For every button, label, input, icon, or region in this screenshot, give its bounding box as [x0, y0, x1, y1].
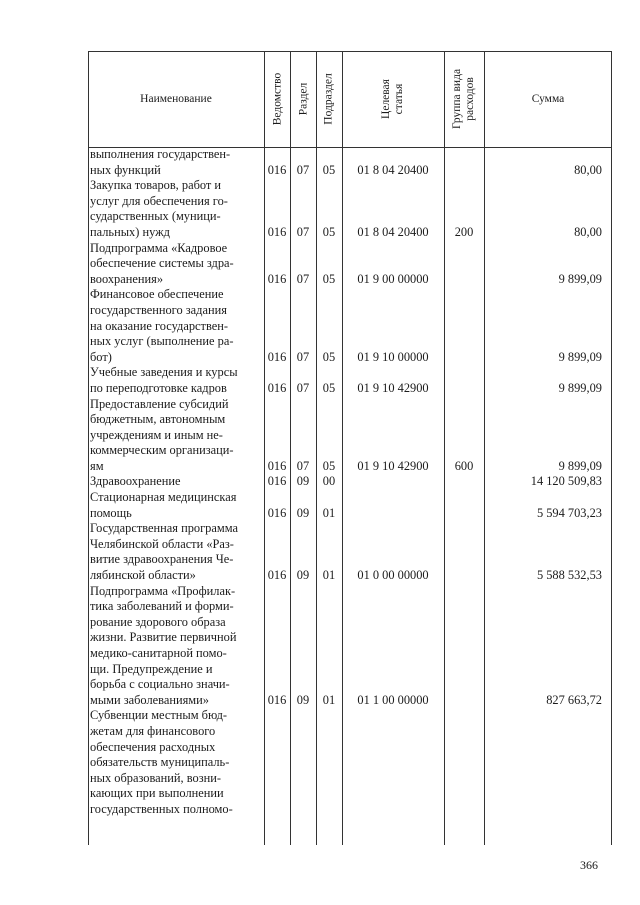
row-gruppa [444, 365, 484, 396]
row-ved [264, 178, 290, 240]
row-name-line: пальных) нужд [90, 224, 170, 239]
row-celevaya [342, 178, 444, 240]
row-razdel-value: 09 [296, 568, 310, 583]
row-name-line: воохранения» [90, 271, 164, 286]
row-summa [484, 287, 612, 365]
row-ved [264, 365, 290, 396]
row-ved-value: 016 [267, 271, 287, 286]
header-razdel-label: Раздел [297, 82, 309, 116]
row-ved-value: 016 [267, 458, 287, 473]
row-summa [484, 147, 612, 178]
row-name-line: жетам для финансового [90, 723, 216, 738]
table-row [88, 147, 612, 178]
row-name [88, 490, 264, 521]
row-summa [484, 521, 612, 583]
row-ved [264, 490, 290, 521]
row-celevaya-value: 01 8 04 20400 [357, 162, 429, 177]
row-razdel-value: 07 [296, 458, 310, 473]
row-ved [264, 287, 290, 365]
table-row [88, 474, 612, 490]
row-name-line: государственного задания [90, 302, 227, 317]
row-summa [484, 241, 612, 288]
table-row [88, 365, 612, 396]
row-razdel-value: 09 [296, 474, 310, 489]
row-summa [484, 474, 612, 490]
row-ved-value: 016 [267, 349, 287, 364]
row-podrazdel [316, 397, 342, 475]
header-ved-label: Ведомство [271, 72, 284, 126]
row-celevaya [342, 397, 444, 475]
header-name-label: Наименование [140, 93, 212, 105]
row-razdel-value: 07 [296, 349, 310, 364]
row-name-line: бот) [90, 349, 112, 364]
row-name [88, 397, 264, 475]
row-name-line: Закупка товаров, работ и [90, 178, 222, 193]
header-gruppa [444, 51, 484, 147]
row-name-line: Подпрограмма «Кадровое [90, 240, 228, 255]
row-podrazdel-value: 01 [322, 505, 336, 520]
row-name-line: государственных полномо- [90, 801, 233, 816]
row-name [88, 241, 264, 288]
row-podrazdel [316, 178, 342, 240]
row-podrazdel-value: 05 [322, 271, 336, 286]
row-razdel-value: 07 [296, 162, 310, 177]
row-name-line: обеспечения расходных [90, 739, 216, 754]
row-podrazdel-value: 05 [322, 224, 336, 239]
row-celevaya-value: 01 8 04 20400 [357, 224, 429, 239]
row-name-line: лябинской области» [90, 568, 196, 583]
row-summa-value: 5 588 532,53 [536, 568, 602, 583]
row-ved [264, 241, 290, 288]
row-podrazdel [316, 521, 342, 583]
row-name-line: тика заболеваний и форми- [90, 599, 234, 614]
row-razdel-value: 09 [296, 692, 310, 707]
row-ved [264, 708, 290, 817]
row-podrazdel-value: 01 [322, 692, 336, 707]
table-row [88, 490, 612, 521]
row-ved-value: 016 [267, 380, 287, 395]
header-gruppa-line1: Группа вида [451, 68, 464, 130]
row-ved-value: 016 [267, 505, 287, 520]
row-celevaya [342, 474, 444, 490]
row-podrazdel [316, 584, 342, 709]
row-podrazdel [316, 147, 342, 178]
row-summa-value: 827 663,72 [546, 692, 602, 707]
row-name-line: ных услуг (выполнение ра- [90, 334, 234, 349]
row-razdel-value: 09 [296, 505, 310, 520]
row-celevaya [342, 708, 444, 817]
row-name [88, 474, 264, 490]
table-row [88, 708, 612, 817]
row-podrazdel [316, 365, 342, 396]
row-name-line: услуг для обеспечения го- [90, 193, 228, 208]
row-summa [484, 584, 612, 709]
row-podrazdel [316, 474, 342, 490]
row-name-line: выполнения государствен- [90, 147, 231, 161]
row-celevaya-value: 01 9 10 42900 [357, 380, 429, 395]
row-name-line: борьба с социально значи- [90, 677, 230, 692]
row-ved-value: 016 [267, 568, 287, 583]
row-podrazdel-value: 01 [322, 568, 336, 583]
row-summa [484, 397, 612, 475]
row-podrazdel-value: 05 [322, 380, 336, 395]
row-ved [264, 521, 290, 583]
row-name-line: ных образований, возни- [90, 770, 221, 785]
row-razdel [290, 397, 316, 475]
row-gruppa [444, 474, 484, 490]
row-ved [264, 474, 290, 490]
row-gruppa [444, 397, 484, 475]
row-razdel-value: 07 [296, 224, 310, 239]
row-summa [484, 490, 612, 521]
row-name-line: Здравоохранение [90, 474, 181, 489]
table-body [88, 147, 612, 845]
row-razdel [290, 178, 316, 240]
row-gruppa [444, 584, 484, 709]
row-gruppa [444, 287, 484, 365]
row-name-line: учреждениям и иным не- [90, 427, 223, 442]
row-summa [484, 365, 612, 396]
row-razdel-value: 07 [296, 271, 310, 286]
row-celevaya [342, 490, 444, 521]
row-summa-value: 14 120 509,83 [530, 474, 602, 489]
row-gruppa [444, 708, 484, 817]
row-celevaya [342, 287, 444, 365]
row-name-line: Субвенции местным бюд- [90, 708, 228, 723]
row-podrazdel-value: 05 [322, 162, 336, 177]
row-celevaya-value: 01 9 00 00000 [357, 271, 429, 286]
row-celevaya [342, 365, 444, 396]
header-razdel [290, 51, 316, 147]
page-number: 366 [580, 858, 598, 872]
row-name-line: кающих при выполнении [90, 786, 224, 801]
row-summa [484, 708, 612, 817]
row-name [88, 287, 264, 365]
row-name-line: бюджетным, автономным [90, 412, 226, 427]
header-summa-label: Сумма [531, 93, 565, 105]
table-row [88, 397, 612, 475]
row-name-line: помощь [90, 505, 132, 520]
row-celevaya-value: 01 1 00 00000 [357, 692, 429, 707]
header-gruppa-line2: расходов [464, 77, 477, 121]
row-celevaya [342, 521, 444, 583]
row-name-line: Челябинской области «Раз- [90, 536, 234, 551]
row-name [88, 147, 264, 178]
row-ved [264, 147, 290, 178]
row-ved [264, 584, 290, 709]
table-row [88, 241, 612, 288]
row-celevaya-value: 01 9 10 42900 [357, 458, 429, 473]
row-podrazdel [316, 708, 342, 817]
row-name [88, 365, 264, 396]
row-razdel [290, 147, 316, 178]
row-name-line: обеспечение системы здра- [90, 256, 234, 271]
row-name [88, 584, 264, 709]
row-razdel [290, 521, 316, 583]
row-ved-value: 016 [267, 224, 287, 239]
row-razdel [290, 474, 316, 490]
row-gruppa [444, 147, 484, 178]
row-name-line: Финансовое обеспечение [90, 287, 224, 302]
row-name-line: на оказание государствен- [90, 318, 228, 333]
row-podrazdel [316, 241, 342, 288]
row-summa [484, 178, 612, 240]
header-celevaya [342, 51, 444, 147]
row-razdel [290, 365, 316, 396]
row-razdel [290, 708, 316, 817]
row-name-line: Стационарная медицинская [90, 490, 237, 505]
header-podrazdel-label: Подраздел [323, 73, 335, 125]
row-summa-value: 9 899,09 [558, 349, 602, 364]
row-razdel [290, 584, 316, 709]
row-gruppa [444, 178, 484, 240]
header-name [88, 51, 264, 147]
row-gruppa-value: 200 [454, 224, 474, 239]
row-name-line: Государственная программа [90, 521, 238, 536]
row-celevaya-value: 01 0 00 00000 [357, 568, 429, 583]
row-summa-value: 9 899,09 [558, 458, 602, 473]
table-row [88, 584, 612, 709]
row-ved-value: 016 [267, 162, 287, 177]
row-name [88, 521, 264, 583]
row-ved-value: 016 [267, 692, 287, 707]
row-razdel [290, 241, 316, 288]
row-name-line: по переподготовке кадров [90, 380, 227, 395]
row-name-line: сударственных (муници- [90, 209, 221, 224]
row-celevaya [342, 584, 444, 709]
row-name-line: обязательств муниципаль- [90, 755, 230, 770]
row-podrazdel [316, 287, 342, 365]
row-name-line: коммерческим организаци- [90, 443, 234, 458]
row-gruppa [444, 490, 484, 521]
row-ved [264, 397, 290, 475]
row-razdel [290, 287, 316, 365]
row-gruppa-value: 600 [454, 458, 474, 473]
row-podrazdel [316, 490, 342, 521]
row-razdel [290, 490, 316, 521]
row-podrazdel-value: 05 [322, 458, 336, 473]
row-gruppa [444, 521, 484, 583]
row-name-line: ных функций [90, 162, 161, 177]
row-name-line: жизни. Развитие первичной [90, 630, 237, 645]
row-summa-value: 5 594 703,23 [536, 505, 602, 520]
row-name-line: Подпрограмма «Профилак- [90, 583, 236, 598]
row-name-line: рование здорового образа [90, 614, 226, 629]
row-name [88, 708, 264, 817]
row-summa-value: 9 899,09 [558, 380, 602, 395]
row-summa-value: 9 899,09 [558, 271, 602, 286]
row-ved-value: 016 [267, 474, 287, 489]
table-row [88, 521, 612, 583]
header-celevaya-line1: Целевая [380, 79, 392, 119]
row-podrazdel-value: 05 [322, 349, 336, 364]
table-row [88, 178, 612, 240]
header-celevaya-line2: статья [393, 83, 405, 115]
row-name-line: витие здравоохранения Че- [90, 552, 234, 567]
row-gruppa [444, 241, 484, 288]
row-podrazdel-value: 00 [322, 474, 336, 489]
row-celevaya [342, 147, 444, 178]
row-celevaya-value: 01 9 10 00000 [357, 349, 429, 364]
row-celevaya [342, 241, 444, 288]
row-summa-value: 80,00 [574, 224, 602, 239]
budget-table [88, 51, 612, 845]
header-ved [264, 51, 290, 147]
row-summa-value: 80,00 [574, 162, 602, 177]
row-name-line: Учебные заведения и курсы [90, 365, 238, 380]
table-row [88, 287, 612, 365]
row-name-line: медико-санитарной помо- [90, 646, 227, 660]
row-name-line: ям [90, 458, 104, 473]
row-name-line: щи. Предупреждение и [90, 661, 213, 676]
row-name-line: Предоставление субсидий [90, 396, 229, 411]
header-summa [484, 51, 612, 147]
row-razdel-value: 07 [296, 380, 310, 395]
header-podrazdel [316, 51, 342, 147]
row-name-line: мыми заболеваниями» [90, 692, 209, 707]
row-name [88, 178, 264, 240]
